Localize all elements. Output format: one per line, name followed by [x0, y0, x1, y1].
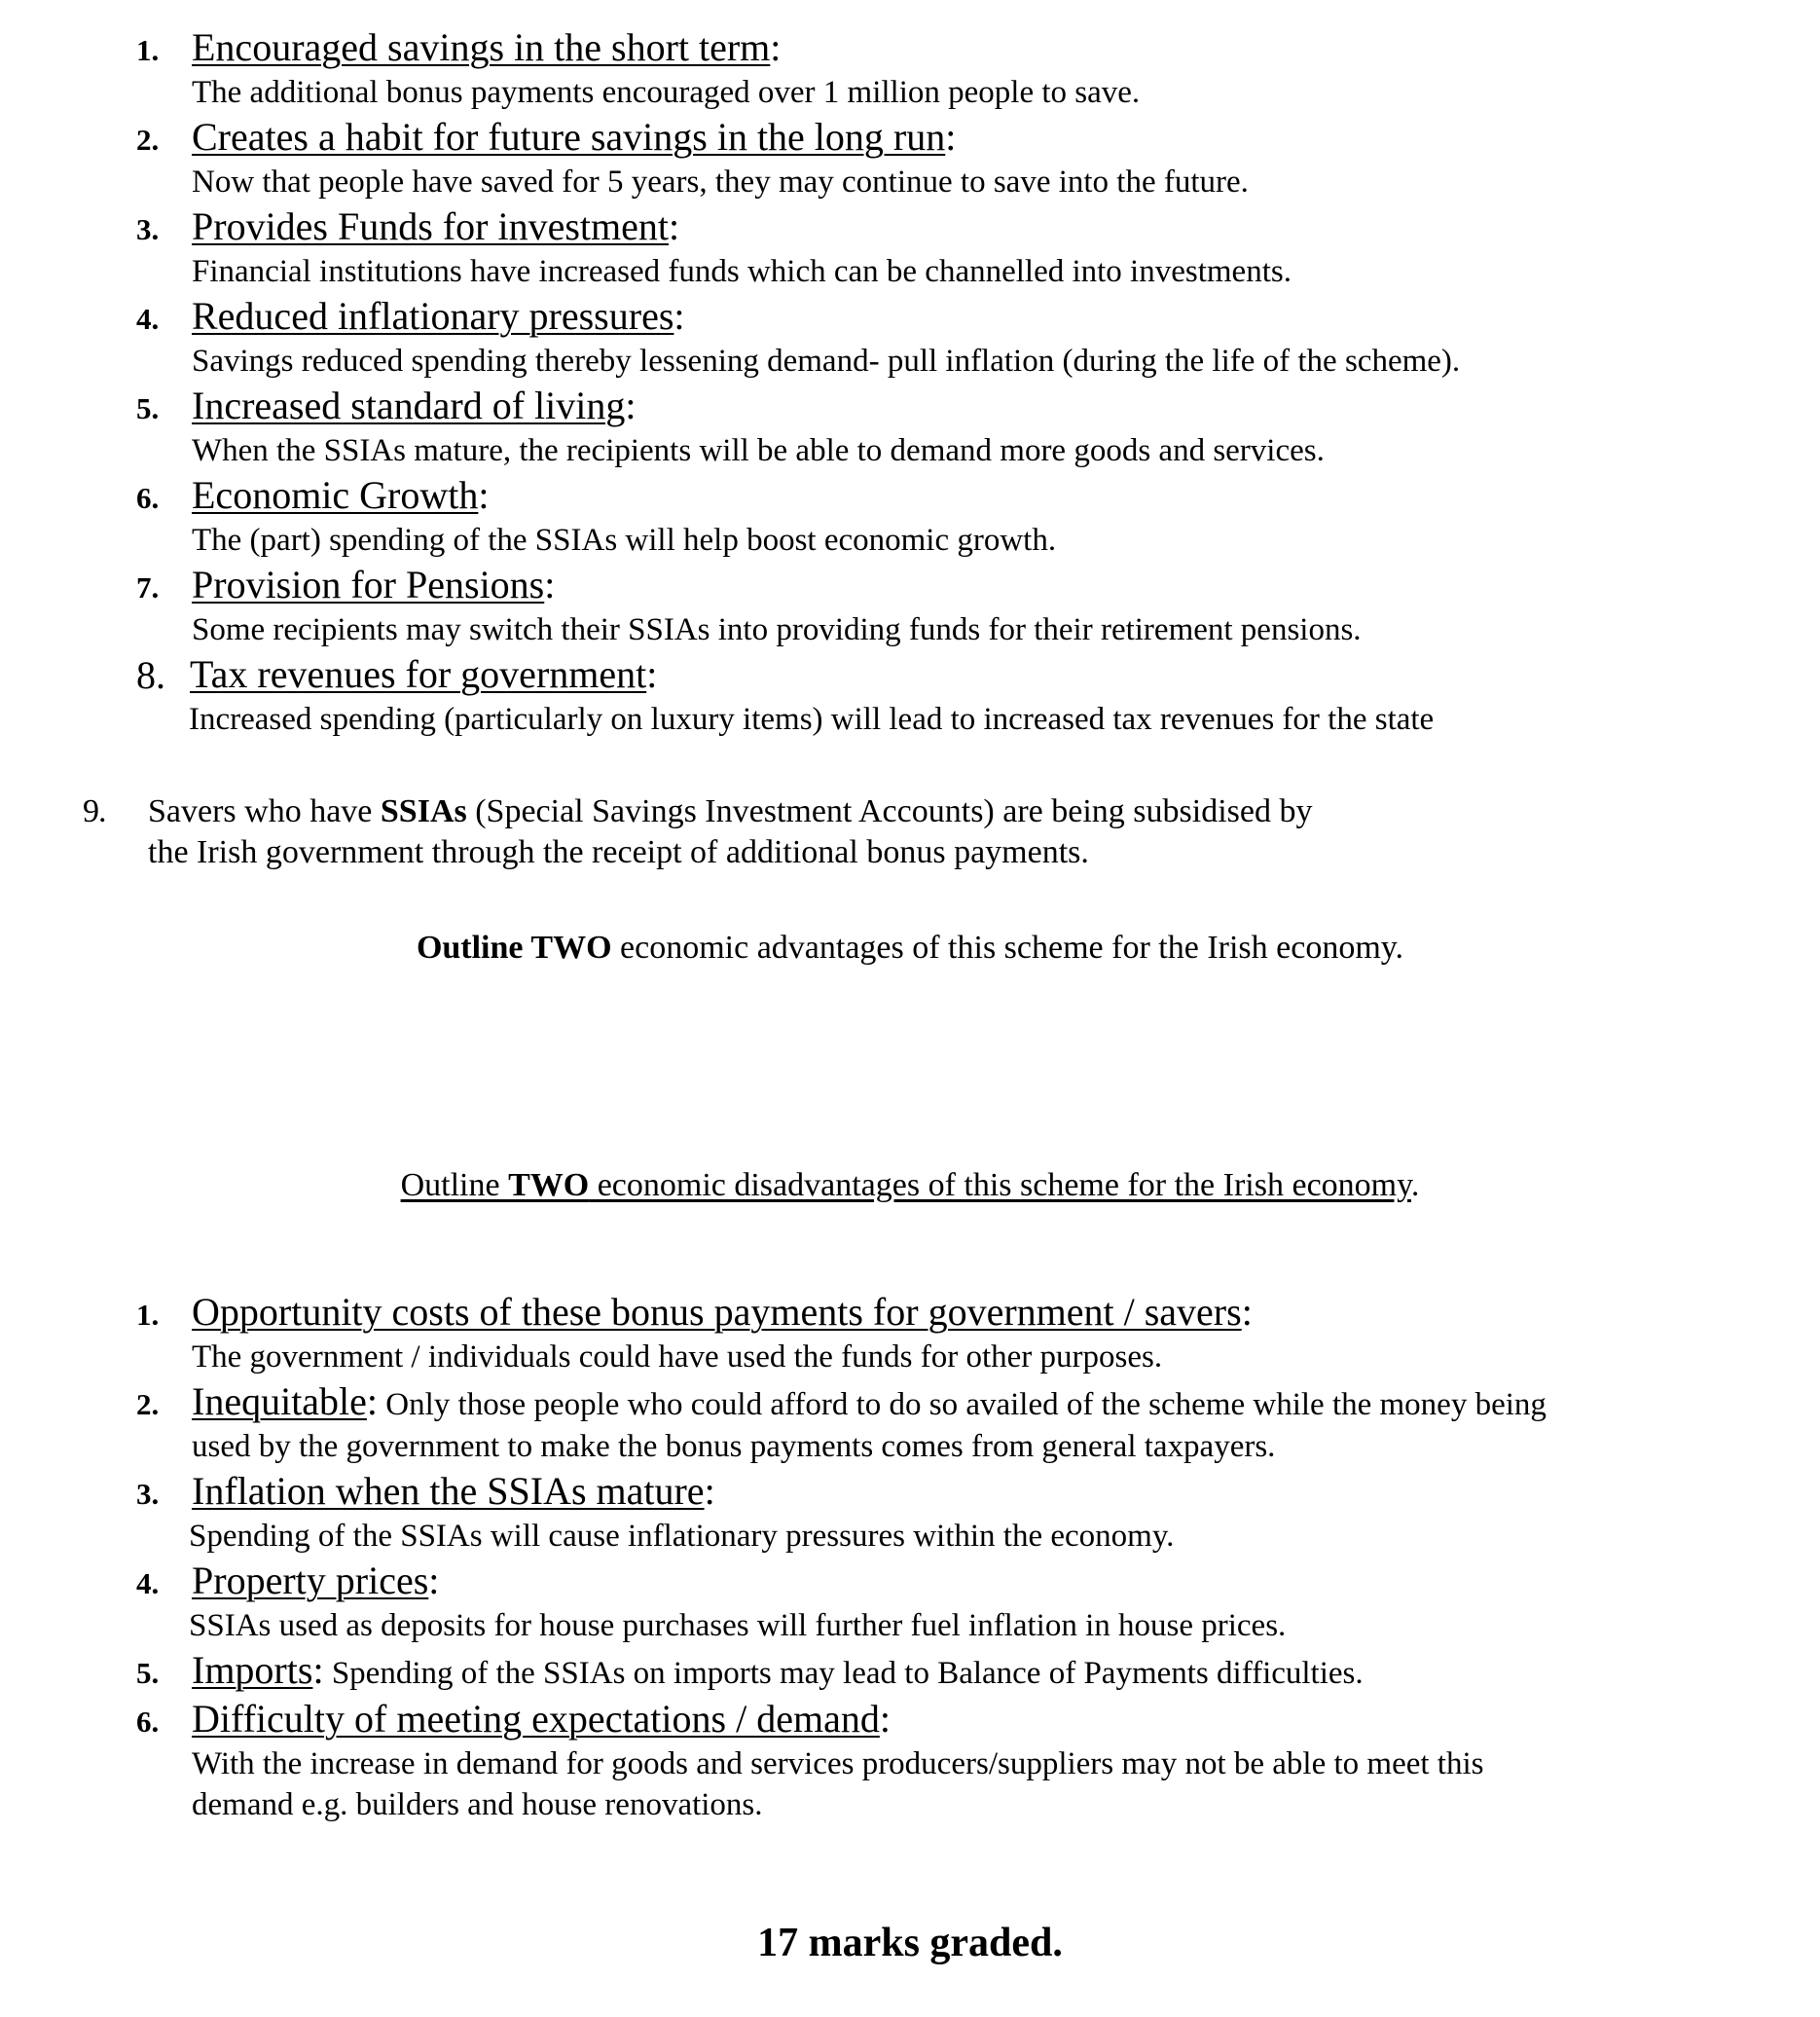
item-description: Spending of the SSIAs will cause inflationary pressures within the economy. — [189, 1519, 1175, 1554]
item-number: 2. — [136, 123, 160, 157]
item-number: 1. — [136, 1298, 160, 1332]
item-heading: Provides Funds for investment: — [192, 204, 680, 248]
item-description: Increased spending (particularly on luxury items) will lead to increased tax revenues for the state — [189, 702, 1435, 737]
item-description-continued: demand e.g. builders and house renovations. — [192, 1787, 763, 1822]
item-heading: Provision for Pensions: — [192, 563, 556, 606]
question-part-a: Outline TWO economic advantages of this scheme for the Irish economy. — [416, 930, 1404, 966]
item-number: 8. — [136, 653, 165, 697]
item-heading: Difficulty of meeting expectations / demand: — [192, 1697, 891, 1741]
item-description: When the SSIAs mature, the recipients will be able to demand more goods and services. — [192, 433, 1325, 468]
item-heading: Economic Growth: — [192, 473, 490, 517]
item-number: 6. — [136, 1705, 160, 1739]
item-description: The (part) spending of the SSIAs will help boost economic growth. — [192, 523, 1057, 558]
item-heading: Opportunity costs of these bonus payments for government / savers: — [192, 1290, 1253, 1334]
item-heading: Reduced inflationary pressures: — [192, 294, 685, 338]
item-number: 2. — [136, 1387, 160, 1421]
item-description: Some recipients may switch their SSIAs into providing funds for their retirement pensions. — [192, 612, 1362, 647]
item-number: 7. — [136, 570, 160, 605]
question-line-1: Savers who have SSIAs (Special Savings Investment Accounts) are being subsidised by — [148, 793, 1313, 829]
item-description: Now that people have saved for 5 years, they may continue to save into the future. — [192, 165, 1249, 200]
item-number: 5. — [136, 1656, 160, 1690]
item-number: 5. — [136, 391, 160, 425]
question-line-2: the Irish government through the receipt of additional bonus payments. — [148, 834, 1089, 870]
question-number: 9 — [83, 793, 99, 829]
item-number: 1. — [136, 33, 160, 67]
item-description: The additional bonus payments encouraged over 1 million people to save. — [192, 75, 1141, 110]
item-heading: Increased standard of living: — [192, 384, 637, 427]
question-part-b: Outline TWO economic disadvantages of this scheme for the Irish economy. — [400, 1167, 1420, 1203]
item-description: The government / individuals could have used the funds for other purposes. — [192, 1339, 1163, 1375]
item-heading: Imports: Spending of the SSIAs on imports may lead to Balance of Payments difficulties. — [192, 1648, 1364, 1692]
item-heading: Property prices: — [192, 1559, 440, 1602]
question-number-dot: . — [98, 793, 107, 829]
item-number: 6. — [136, 481, 160, 515]
item-heading: Inflation when the SSIAs mature: — [192, 1469, 715, 1513]
item-description: Savings reduced spending thereby lessening demand- pull inflation (during the life of the scheme). — [192, 344, 1461, 379]
item-number: 3. — [136, 212, 160, 246]
item-number: 3. — [136, 1477, 160, 1511]
item-description: SSIAs used as deposits for house purchases will further fuel inflation in house prices. — [189, 1608, 1287, 1643]
item-heading: Encouraged savings in the short term: — [192, 25, 782, 69]
item-heading: Creates a habit for future savings in the long run: — [192, 115, 957, 159]
item-number: 4. — [136, 302, 160, 336]
item-description: Financial institutions have increased funds which can be channelled into investments. — [192, 254, 1292, 289]
item-description: With the increase in demand for goods and services producers/suppliers may not be able to meet this — [192, 1746, 1484, 1781]
item-description: used by the government to make the bonus payments comes from general taxpayers. — [192, 1429, 1276, 1464]
item-number: 4. — [136, 1566, 160, 1600]
item-heading: Inequitable: Only those people who could afford to do so availed of the scheme while the money being — [192, 1379, 1547, 1423]
marks-footer: 17 marks graded. — [757, 1921, 1063, 1965]
item-heading: Tax revenues for government: — [190, 652, 658, 696]
